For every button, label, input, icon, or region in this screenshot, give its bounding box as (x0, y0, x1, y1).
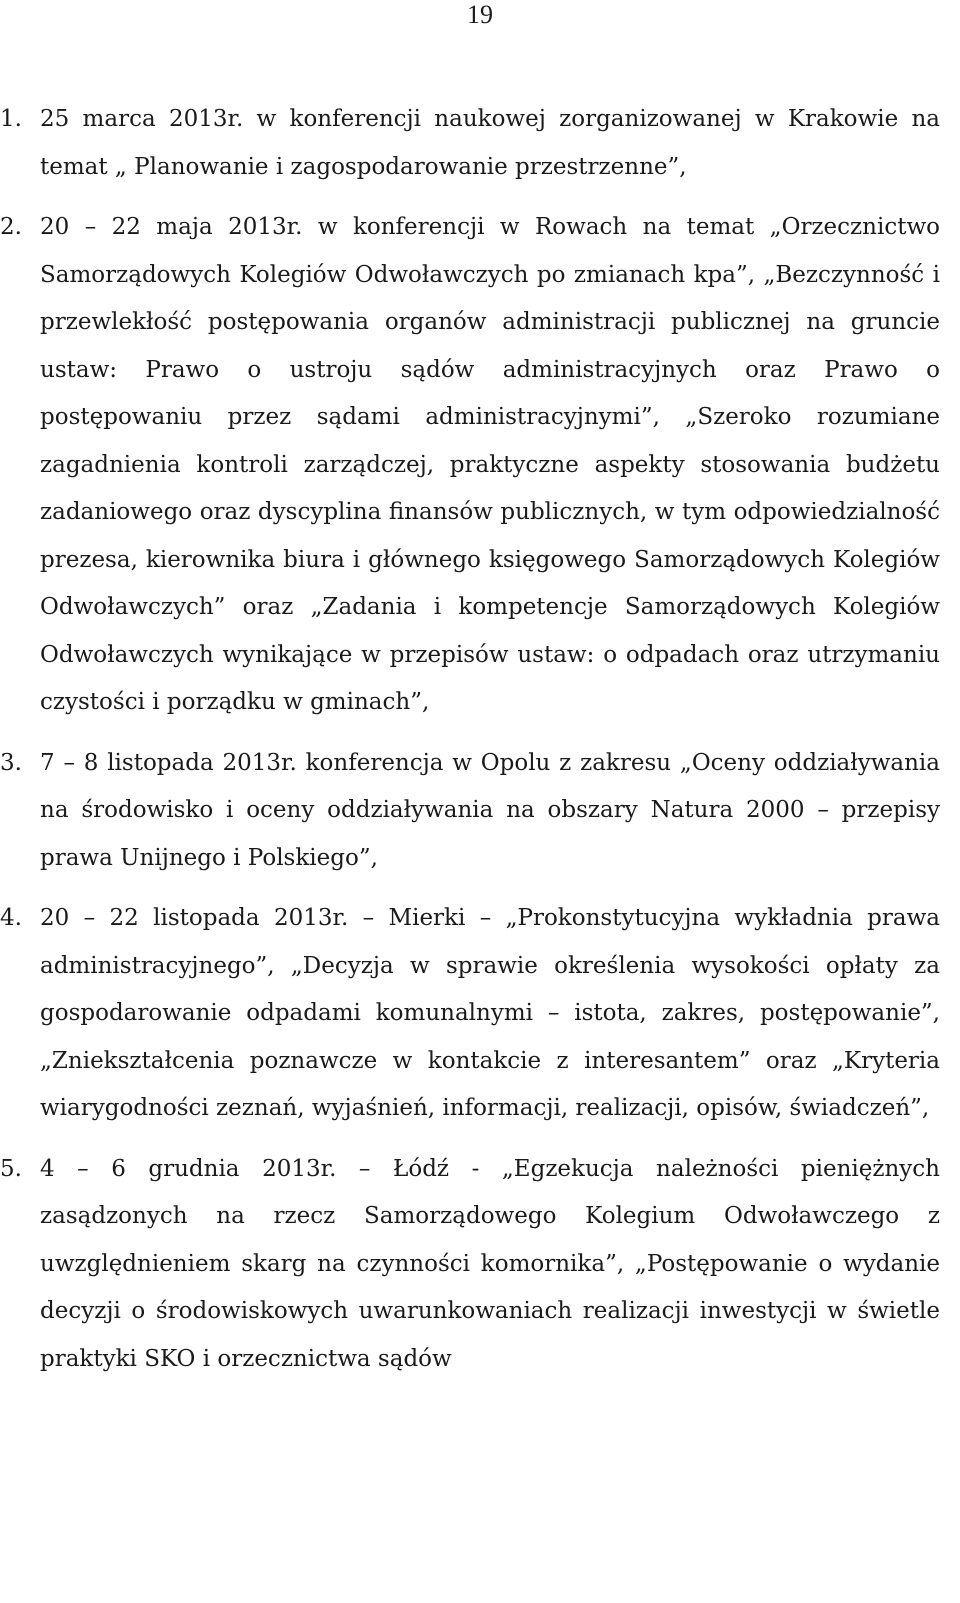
item-number: 2. (0, 214, 22, 240)
list-item (0, 740, 940, 883)
conference-list (0, 96, 940, 1396)
list-item (0, 96, 940, 191)
item-text: 20 – 22 listopada 2013r. – Mierki – „Prokonstytucyjna wykładnia prawa administracyjnego”, „Decyzja w sprawie określenia wysokości opłaty za gospodarowanie odpadami komunalnymi – istota, zakres, postępowanie”, „Zniekształcenia poznawcze w kontakcie z interesantem” oraz „Kryteria wiarygodności zeznań, wyjaśnień, informacji, realizacji, opisów, świadczeń”, (40, 905, 940, 1121)
item-text: 7 – 8 listopada 2013r. konferencja w Opolu z zakresu „Oceny oddziaływania na środowisko i oceny oddziaływania na obszary Natura 2000 – przepisy prawa Unijnego i Polskiego”, (40, 749, 940, 871)
list-item (0, 895, 940, 1133)
item-text: 25 marca 2013r. w konferencji naukowej zorganizowanej w Krakowie na temat „ Planowanie i zagospodarowanie przestrzenne”, (40, 106, 940, 180)
item-number: 4. (0, 905, 22, 931)
list-item (0, 1146, 940, 1384)
item-number: 5. (0, 1155, 22, 1182)
page-number: 19 (467, 0, 493, 29)
item-number: 1. (0, 106, 22, 132)
item-number: 3. (0, 749, 22, 776)
list-item (0, 204, 940, 727)
item-text: 4 – 6 grudnia 2013r. – Łódź - „Egzekucja należności pieniężnych zasądzonych na rzecz Samorządowego Kolegium Odwoławczego z uwzględnieniem skarg na czynności komornika”, „Postępowanie o wydanie decyzji o środowiskowych uwarunkowaniach realizacji inwestycji w świetle praktyki SKO i orzecznictwa sądów (40, 1155, 940, 1372)
item-text: 20 – 22 maja 2013r. w konferencji w Rowach na temat „Orzecznictwo Samorządowych Kolegiów Odwoławczych po zmianach kpa”, „Bezczynność i przewlekłość postępowania organów administracji publicznej na gruncie ustaw: Prawo o ustroju sądów administracyjnych oraz Prawo o postępowaniu przez sądami administracyjnymi”, „Szeroko rozumiane zagadnienia kontroli zarządczej, praktyczne aspekty stosowania budżetu zadaniowego oraz dyscyplina finansów publicznych, w tym odpowiedzialność prezesa, kierownika biura i głównego księgowego Samorządowych Kolegiów Odwoławczych” oraz „Zadania i kompetencje Samorządowych Kolegiów Odwoławczych wynikające w przepisów ustaw: o odpadach oraz utrzymaniu czystości i porządku w gminach”, (40, 214, 940, 715)
